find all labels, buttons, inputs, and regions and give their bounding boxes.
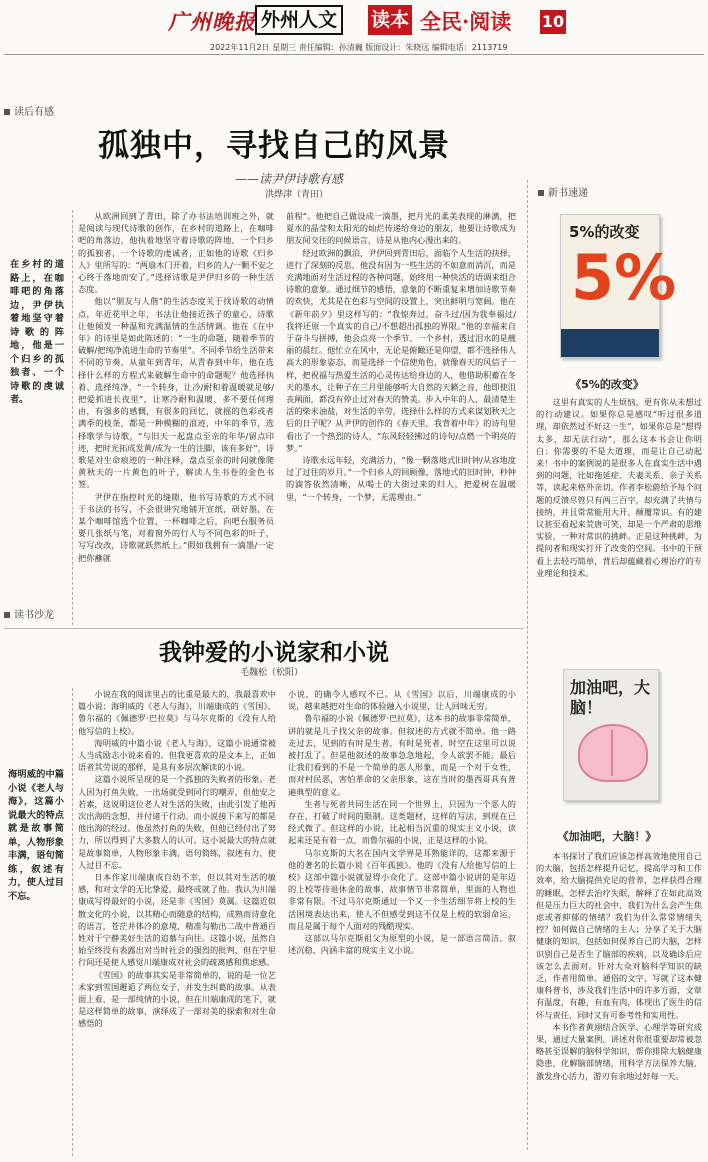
book1-review (536, 396, 702, 644)
sidebar-divider (527, 180, 528, 1150)
article1-col1 (78, 210, 274, 625)
section-name: 外州人文 (255, 5, 343, 35)
square-icon (4, 109, 10, 115)
article1-subtitle: ——读尹伊诗歌有感 (235, 172, 344, 186)
paragraph: 尹伊在指控时光的缝隙，他书写诗歌的方式不同于书法的书写，不会很讲究地铺开宣纸，研好墨，在某个咖啡馆选个位置，一杯咖啡之后，向吧台服务员要几张纸与笔，对着窗外的行人与不同色彩的叶子，写写改改，诗歌就跃然纸上。”假如我拥有一滴墨/一定把你蘸就 (78, 491, 274, 563)
section-label-1 (4, 103, 54, 118)
paragraph: 鲁尔福的小说《佩德罗·巴拉莫》，这本书的故事非常简单，讲的就是儿子找父亲的故事。但叙述的方式就不简单。他一路走过去，见到的有时是生者，有时是死者，时空在这里可以说被打乱了。但是他叙述的故事急急地起，令人欲罢不能。最后让我们看到的不是一个简单的恶人形象，而是一个对于女性，而对村民恶，害怕革命的父亲形象，这在当时的墨西哥具有普遍典型的意义。 (288, 713, 516, 797)
section-label-3 (538, 184, 588, 199)
paragraph: 这篇小说所呈现的是一个孤独的失败者的形象。老人因为打鱼失败，一出场就受到同行的嘲弄，但他安之若素，这说明这位老人对生活的失败，由此引发了他再次出海的念想，并付诸于行动。而小说接下来写的都是他出海的经过。他虽然打鱼的失败，但他已经付出了努力，所以得到了大多数人的认可。这小说最大的特点就是故事简单，人物形象丰满，语句简练，叙述有力，使人过目不忘。 (78, 774, 276, 870)
article1-title: 孤独中，寻找自己的风景 (98, 128, 450, 164)
book-cover-band (561, 329, 659, 357)
article1-col2 (286, 210, 516, 625)
article2-col1 (78, 688, 276, 1158)
section-label-2 (4, 606, 54, 621)
paragraph: 马尔克斯的大名在国内文学界是耳熟能详的，这都来源于他的著名的长篇小说《百年孤独》。他的《没有人给他写信的上校》这部中篇小说就显得小众化了。这部中篇小说讲的是年迈的上校等待退休金的故事，故事情节非常简单，里面的人物也非常有限。不过马尔克斯通过一个又一个生活细节将上校的生活困境表达出来，使人不但感受到这不仅是上校的软弱命运，而且是属于每个人面对的残酷现实。 (288, 847, 516, 931)
section-label-text: 读书沙龙 (14, 610, 54, 621)
column-divider (72, 688, 73, 1156)
paragraph: 本书探讨了我们应该怎样高效地使用自己的大脑，包括怎样提升记忆，提高学习和工作效率，给大脑提供充足的营养，怎样获得合理的睡眠，怎样去治疗失眠，解释了在如此高效但是压力巨大的社会中，我们为什么会产生焦虑或者抑郁的情绪？我们为什么常常情绪失控？如何做自己情绪的主人；分享了关于大脑健康的知识，包括如何保养自己的大脑，怎样识别自己是否生了脑部的疾病，以及确诊后应该怎么去面对。针对大众对脑科学知识的缺乏，作者用简单、通俗的文字，写就了这本健康科普书，涉及我们生活中的许多方面，文章有温度，有趣，有血有肉，体现出了医生的信怀与责任，同时又有可参考性和实用性。 (536, 851, 702, 1020)
paragraph: 他以“朋友与人偕”的生活态度关于找诗歌的动情点，年近花甲之年，书法让他接近孩子的童心，诗歌让他倾发一种温和充满温情的生活情调。他在《在中年》的诗里是如此陈述的：“一生的命题，随着季节的破解/把纯净流进生命的节奏里”。不同季节给生活带来不同的节奏，从童年到青年，从青春到中年，他在选择什么样的方程式来破解生命中的命题呢？他选择执着、选择纯净，“一个转身，让冷/耐和着温暖就足够/把爱抓进长夜里”，让寒冷耐和温暖，多不要任何理由，有强多的感慨，有很多的回忆，就摇的色彩或者满季的枝条，都是一种模糊的浪迹，中年的季节，选择歌学与诗歌，“与旧天一起盘点至亲的年华/留点印迹，把时光拓成发黄/成为一生的注脚，该有多好”，诗歌是对生命痕迹的一种注释，盘点至亲的时间就像爬黄秋天的一片黄色的叶子，解读人生书卷的金色书签。 (78, 296, 274, 490)
book2-review (536, 850, 702, 1156)
book1-caption: 《5%的改变》 (570, 378, 644, 391)
section-tag: 读本 (368, 5, 412, 35)
column-divider (72, 210, 73, 625)
section-rule (4, 628, 524, 629)
page-number: 10 (540, 10, 566, 34)
paragraph: 日本作家川端康成自幼不幸，但以其对生活的敏感，和对文学的无比挚爱，最终成就了他。我认为川端康成写得最好的小说，还是非《雪国》莫属。这篇近似散文化的小说，以其精心而随意的结构，成熟而诗意化的语言，苍茫并体冷的意境，精准勾勒出二战中普通百姓对于宁静美好生活的追慕与向往。这篇小说，虽然自始至终没有表露出对当时社会的强烈的批判，但在字里行间还是使人感觉川端康成对社会的疏离感和焦虑感。 (78, 872, 276, 968)
book-cover-5-percent (560, 214, 677, 358)
column-name: 全民·阅读 (420, 9, 512, 34)
paragraph: 这部以马尔克斯祖父为原型的小说，是一部语言简洁、叙述沉稳、内涵丰富的现实主义小说。 (288, 933, 516, 956)
dateline: 2022年11月2日 星期三 责任编辑：孙清巍 版面设计：朱晓远 编辑电话：2113719 (210, 43, 508, 52)
article2-col2 (288, 688, 516, 1158)
book-cover-graphic: 5% (571, 241, 677, 314)
paragraph: 海明威的中篇小说《老人与海》，这篇小说通常被人当成励志小说来看的。但我更喜欢的是文本上，正如语者其劳说的那样，是具有多层次解读的小说。 (78, 737, 276, 773)
book-cover-title: 5%的改变 (569, 223, 640, 241)
paragraph: 从欧洲回到了青田，除了办书法培训班之外，就是阅读与现代诗歌的创作，在乡村的道路上，在咖啡吧的角落边，他执着地坚守着诗歌的阵地，一个归乡的孤独者，一个诗歌的虔诚者，正如他的诗歌《归乡人》里所写的：“两扇木门开着，归乡的人/一颗不安之心终于落地而安了。”选择诗歌是尹伊归乡的一种生活态度。 (78, 211, 274, 295)
header-rule (4, 54, 704, 55)
paragraph: 诗歌永远年轻，充满活力，“像一颗落地式旧时钟/从容地度过了过往的岁月。”一个归乡人的回顾像，落地式的旧时钟，秒钟的滴答依然清晰，从喝士的大街过来的归人，把爱树在温暖里，“一个转身，一个梦，无需理由。” (286, 455, 516, 502)
article2-title: 我钟爱的小说家和小说 (159, 640, 389, 666)
paragraph: 前程”。他把自己做设成一滴墨，把月光的柔美表现的淋漓，把夏水的晶莹和太阳光的灿烂传递给身边的朋友，他要让诗歌成为朋友间交往的问候语言，诗是从他内心漫出来的。 (286, 211, 516, 246)
paragraph: 这里有真实的人生烦恼，更有你从未想过的行动建议。如果你总是感叹“听过很多道理，却依然过不好这一生”，如果你总是“想得太多，却无法行动”，那么这本书会让你明白：你需要的不是大道理，而是让自己动起来！书中的案例说的是很多人在真实生活中遇到的问题，比如拖延症、夫妻关系、亲子关系等，读起来格外亲切。作者李松蔚给予每个问题的反馈尽管只有两三百字，却充满了共情与接纳，并且常常能用大开、颠覆常识。有的建议甚至看起来荒唐可笑，却是一个严肃的思维实验，一种对常识的挑衅。正是这种挑衅，为提问者和现实打开了改变的空间。书中的干预看上去轻巧简单，背后却蕴藏着心理治疗的专业理论和技术。 (536, 397, 702, 578)
square-icon (538, 190, 544, 196)
section-label-text: 新书速递 (548, 188, 588, 199)
brain-icon (578, 724, 648, 782)
paragraph: 小说，的确令人感叹不已。从《雪国》以后，川端康成的小说，越来越把对生命的体验融入小说里，让人回味无穷。 (288, 689, 516, 712)
article1-author: 洪烨津（青田） (265, 190, 329, 200)
article1-side-note: 在乡村的道路上，在咖啡吧的角落边，尹伊执着地坚守着诗歌的阵地，他是一个归乡的孤独者、一个诗歌的虔诚者。 (10, 259, 64, 405)
paragraph: 生者与死者共同生活在同一个世界上，只因为一个恶人的存在，打破了时间的限制。这类题材，这样的写法，到现在已经式微了。但这样的小说，比起相当沉重的现实主义小说，读起来还是有着一点，而鲁尔福的小说，正是这样的小说。 (288, 798, 516, 846)
paragraph: 小说在我的阅读里占的比重是最大的，我最喜欢中篇小说：海明威的《老人与海》，川端康成的《雪国》，鲁尔福的《佩德罗·巴拉莫》与马尔克斯的《没有人给他写信的上校》。 (78, 689, 276, 736)
paper-name: 广州晚报 (168, 9, 256, 34)
book-cover-brain (563, 669, 659, 801)
square-icon (4, 612, 10, 618)
book2-caption: 《加油吧，大脑！》 (557, 830, 657, 843)
paragraph: 经过欧洲的飘泊，尹伊回到青田后，面临个人生活的抉择，进行了深刻的反思，他没有因为一些生活的不如意而消沉，而是充满地面对生活过程的各种问题，始终用一种快活的语调来组合诗歌的意象。通过细节的感悟，意象的不断重复来增加诗歌节奏的欢快，尤其是在色彩与空间的设置上，突出鲜明与宽阔。他在《新年前夕》里这样写的：“我惊奔过，奋斗过/因为我奉福过/我将还原一个真实的自己/不想超出孤独的界限。”他的幸福来自于奋斗与拼搏，他会点亮一个季节、一个乡村，透过泪水的是靓丽的晨红。他忙立在风中，无论是俯瞰还是仰望，都不选择伟人高大的形象姿态，而是选择一个信使角色，就像春天的风信子一样，把祝福与热爱生活的心灵传达给身边的人，他借助积蓄在冬天的墨水，让种子在三月里能够听大自然的天籁之音，他即使沮丧阐面，都没有停止过对春天的赞美。步入中年的人，最清楚生活的柴米油盐，对生活的辛劳，选择什么样的方式来谋划秋天之后的日子呢？从尹伊的创作的《春天里，我背着中年》的诗句里看出了一个热烈的诗人，“东风轻轻拂过的诗句/点燃一个明亮的梦。” (286, 247, 516, 453)
section-label-text: 读后有感 (14, 107, 54, 118)
paragraph: 《雪国》的故事其实是非常简单的，说的是一位艺术家到雪国邂逅了两位女子，并发生纠葛的故事。从表面上看，是一部纯情的小说，但在川端康成的笔下，就是这样简单的故事，演绎成了一部对美的探索和对生命感悟的 (78, 969, 276, 1029)
book-cover-title: 加油吧，大脑！ (570, 678, 651, 717)
paragraph: 本书作者黄翊结合医学、心理学等研究成果，通过大量案例，讲述对你很重要却常被忽略甚至误解的脑科学知识，帮你排除大脑健康隐患，化解脑部情绪，用科学方法保养大脑，激发身心活力，游刃有余地过好每一天。 (536, 1021, 702, 1081)
article2-side-note: 海明威的中篇小说《老人与海》，这篇小说最大的特点就是故事简单，人物形象丰满，语句简练，叙述有力，使人过目不忘。 (8, 769, 64, 902)
article2-author: 毛魏松（松阳） (240, 668, 304, 678)
